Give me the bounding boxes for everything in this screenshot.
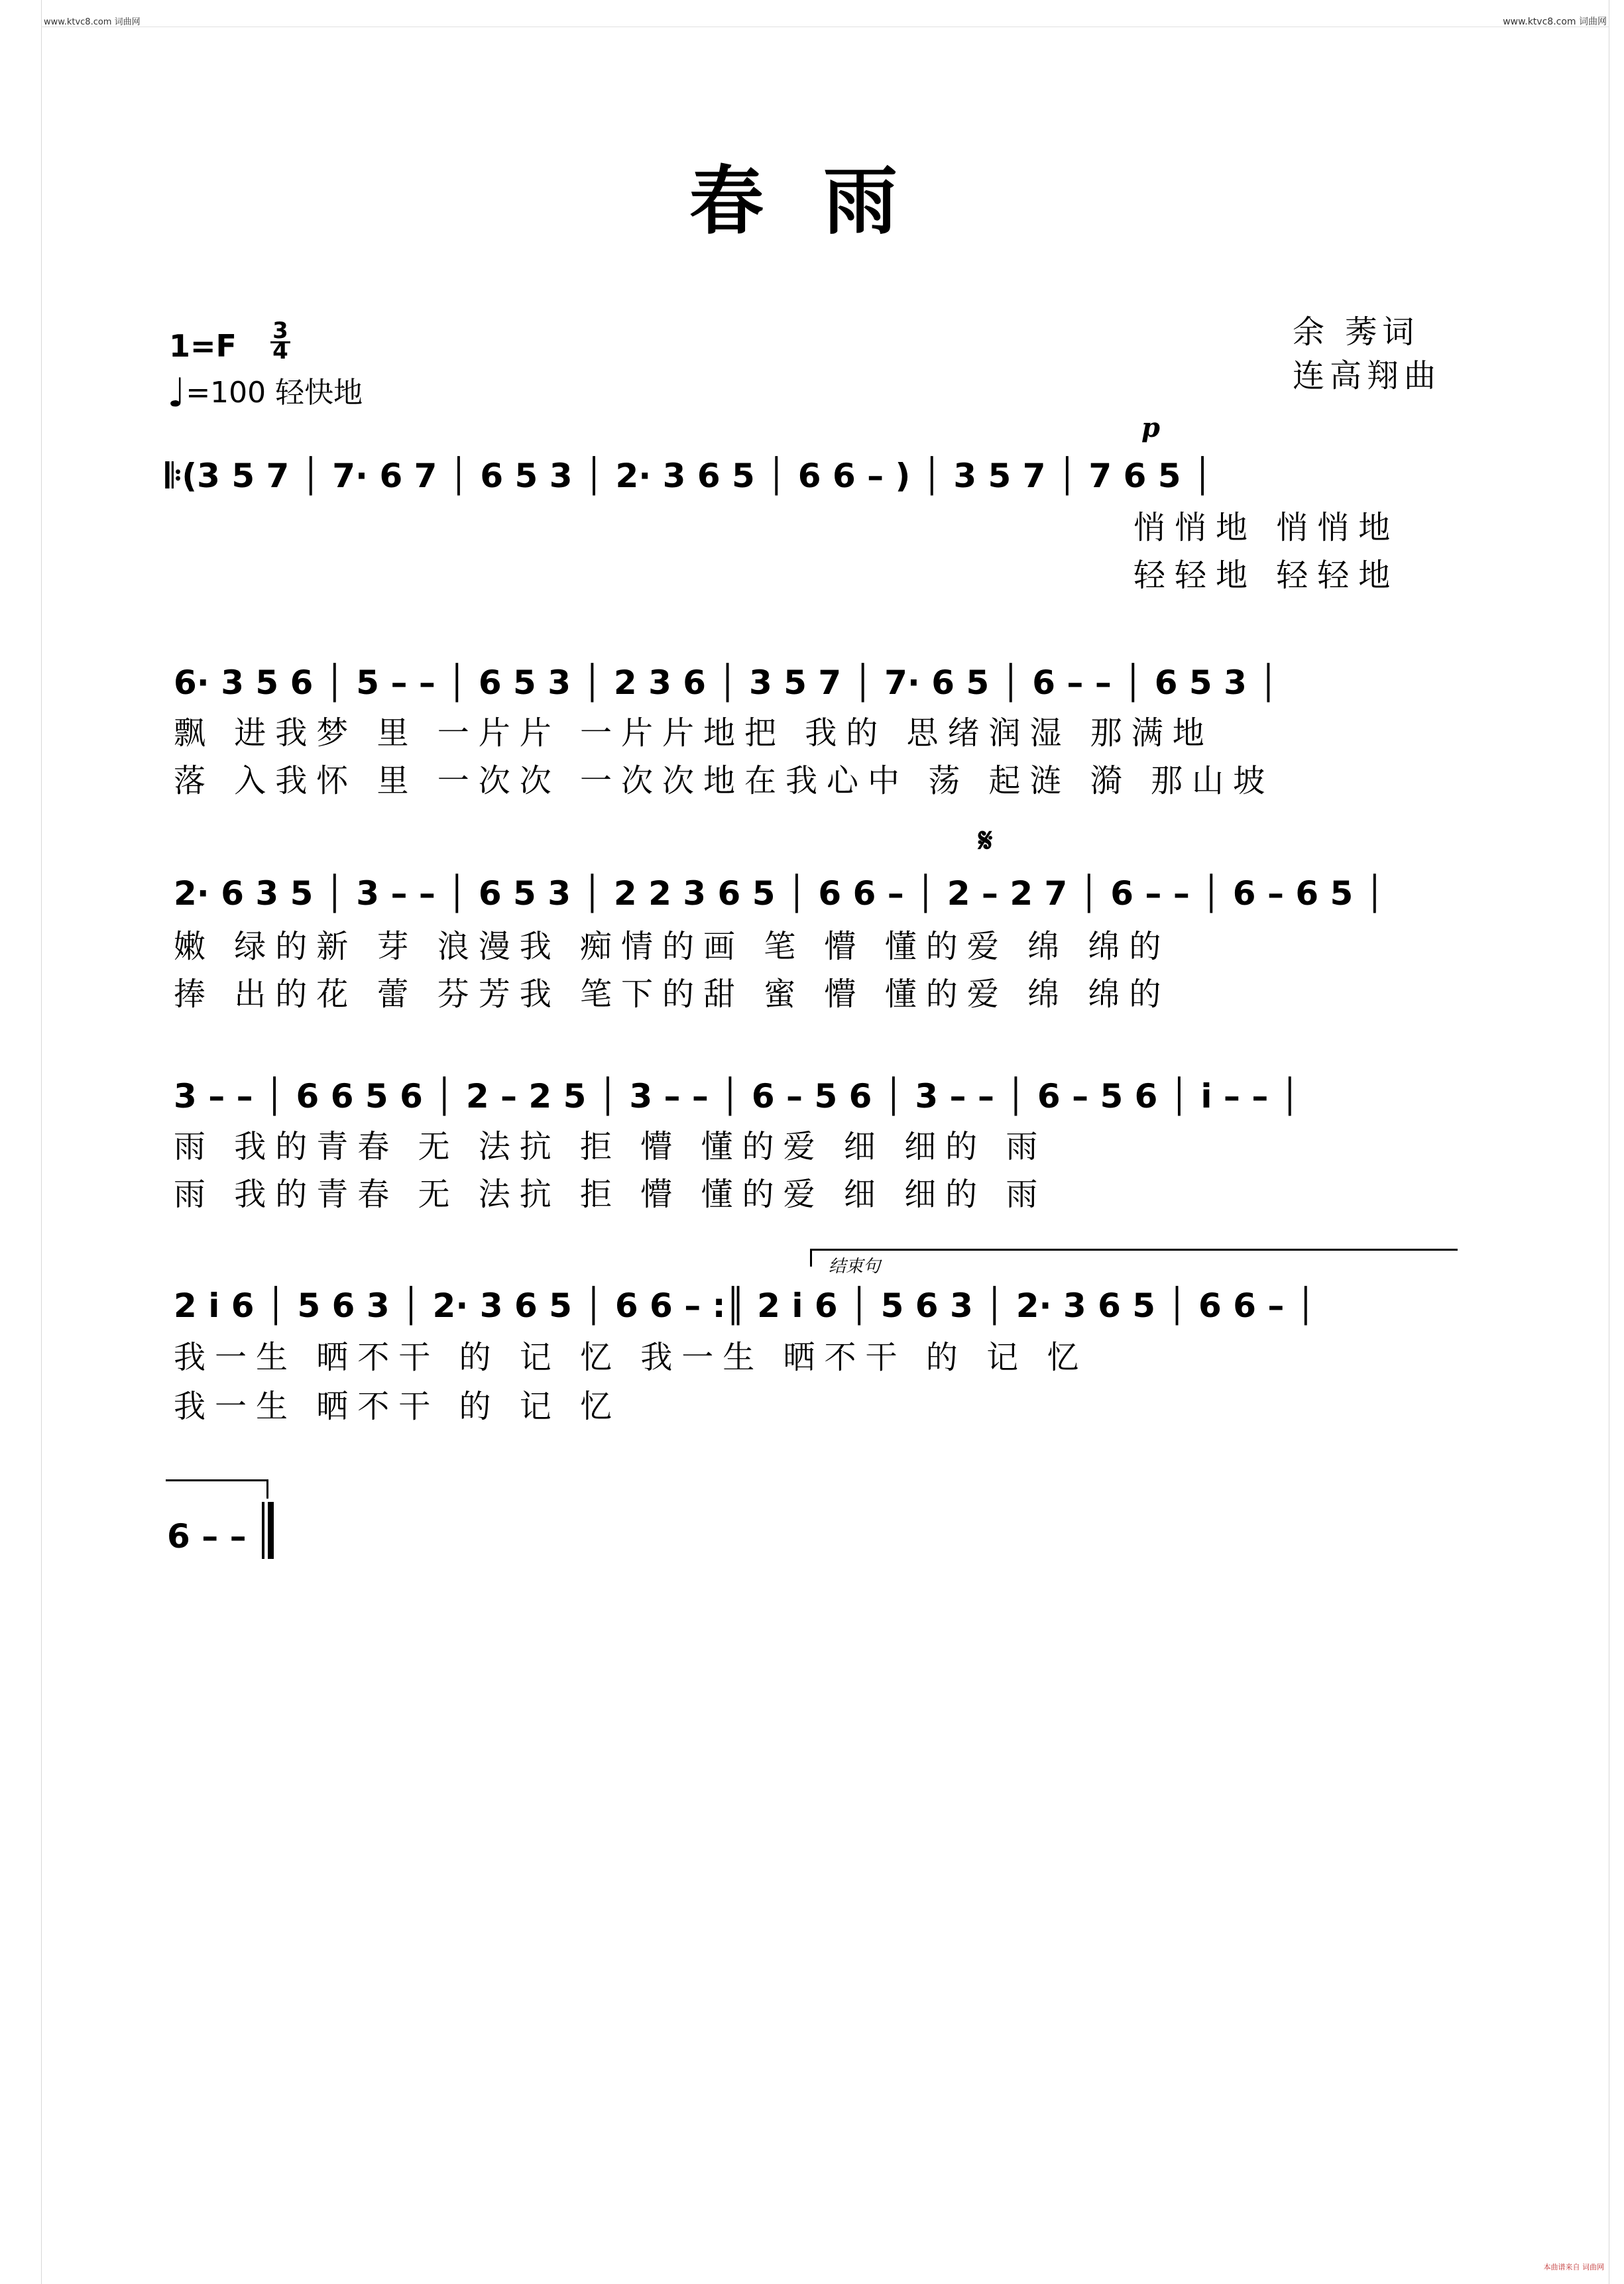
- lyrics-line-2-verse-2: 落 入我怀 里 一次次 一次次地在我心中 荡 起涟 漪 那山坡: [174, 762, 1275, 799]
- lyrics-line-3-verse-2: 捧 出的花 蕾 芬芳我 笔下的甜 蜜 懵 懂的爱 绵 绵的: [174, 976, 1171, 1013]
- notation-line-4: 3 – – │ 6 6 5 6 │ 2 – 2 5 │ 3 – – │ 6 – 5 6 │ 3 – – │ 6 – 5 6 │ i – – │: [174, 1077, 1300, 1115]
- ending-bracket: [810, 1249, 1458, 1267]
- site-tag-top-right: www.ktvc8.com 词曲网: [1503, 17, 1607, 27]
- lyrics-line-4-verse-1: 雨 我的青春 无 法抗 拒 懵 懂的爱 细 细的 雨: [174, 1128, 1047, 1165]
- site-tag-top-left: www.ktvc8.com 词曲网: [44, 17, 141, 27]
- song-title: 春雨: [689, 158, 957, 245]
- time-signature-bottom: 4: [272, 338, 288, 365]
- left-margin-strip: [0, 0, 42, 2284]
- notation-line-1: 𝄆(3 5 7 │ 7· 6 7 │ 6 5 3 │ 2· 3 6 5 │ 6 6 – ) │ 3 5 7 │ 7 6 5 │: [166, 457, 1213, 495]
- notation-line-3: 2· 6 3 5 │ 3 – – │ 6 5 3 │ 2 2 3 6 5 │ 6 6 – │ 2 – 2 7 │ 6 – – │ 6 – 6 5 │: [174, 874, 1385, 913]
- tempo-value: =100: [186, 376, 266, 410]
- lyrics-line-1-verse-2: 轻轻地 轻轻地: [1133, 557, 1400, 594]
- right-margin-strip: [1609, 0, 1624, 2284]
- dynamic-piano-mark: p: [1141, 412, 1160, 443]
- final-barline-thin: [262, 1502, 264, 1559]
- composer-credit: 连高翔曲: [1293, 357, 1442, 394]
- ending-bracket-final: [166, 1479, 268, 1499]
- site-tag-bottom-right: 本曲谱来自 词曲网: [1543, 2263, 1604, 2271]
- notation-line-2: 6· 3 5 6 │ 5 – – │ 6 5 3 │ 2 3 6 │ 3 5 7 │ 7· 6 5 │ 6 – – │ 6 5 3 │: [174, 663, 1279, 702]
- lyrics-line-4-verse-2: 雨 我的青春 无 法抗 拒 懵 懂的爱 细 细的 雨: [174, 1176, 1047, 1213]
- ending-label: 结束句: [829, 1257, 881, 1277]
- lyrics-line-5-verse-1: 我一生 晒不干 的 记 忆 我一生 晒不干 的 记 忆: [174, 1339, 1088, 1376]
- segno-mark: 𝄋: [978, 821, 993, 860]
- time-signature-top: 3: [272, 317, 288, 344]
- final-barline-thick: [268, 1502, 274, 1559]
- notation-line-5: 2 i 6 │ 5 6 3 │ 2· 3 6 5 │ 6 6 – :║ 2 i 6 │ 5 6 3 │ 2· 3 6 5 │ 6 6 – │: [174, 1286, 1316, 1325]
- time-signature-line: [270, 341, 290, 343]
- lyrics-line-1-verse-1: 悄悄地 悄悄地: [1133, 509, 1400, 546]
- quarter-note-icon: ♩: [167, 370, 186, 416]
- tempo-word: 轻快地: [275, 376, 363, 410]
- lyrics-line-5-verse-2: 我一生 晒不干 的 记 忆: [174, 1388, 622, 1425]
- lyrics-line-2-verse-1: 飘 进我梦 里 一片片 一片片地把 我的 思绪润湿 那满地: [174, 714, 1214, 752]
- time-signature: [270, 317, 290, 365]
- key-signature: 1=F: [169, 328, 237, 364]
- tempo-marking: [167, 369, 363, 416]
- lyricist-credit: 余 莠词: [1293, 314, 1420, 351]
- notation-line-6: 6 – –: [167, 1517, 247, 1556]
- lyrics-line-3-verse-1: 嫩 绿的新 芽 浪漫我 痴情的画 笔 懵 懂的爱 绵 绵的: [174, 928, 1171, 965]
